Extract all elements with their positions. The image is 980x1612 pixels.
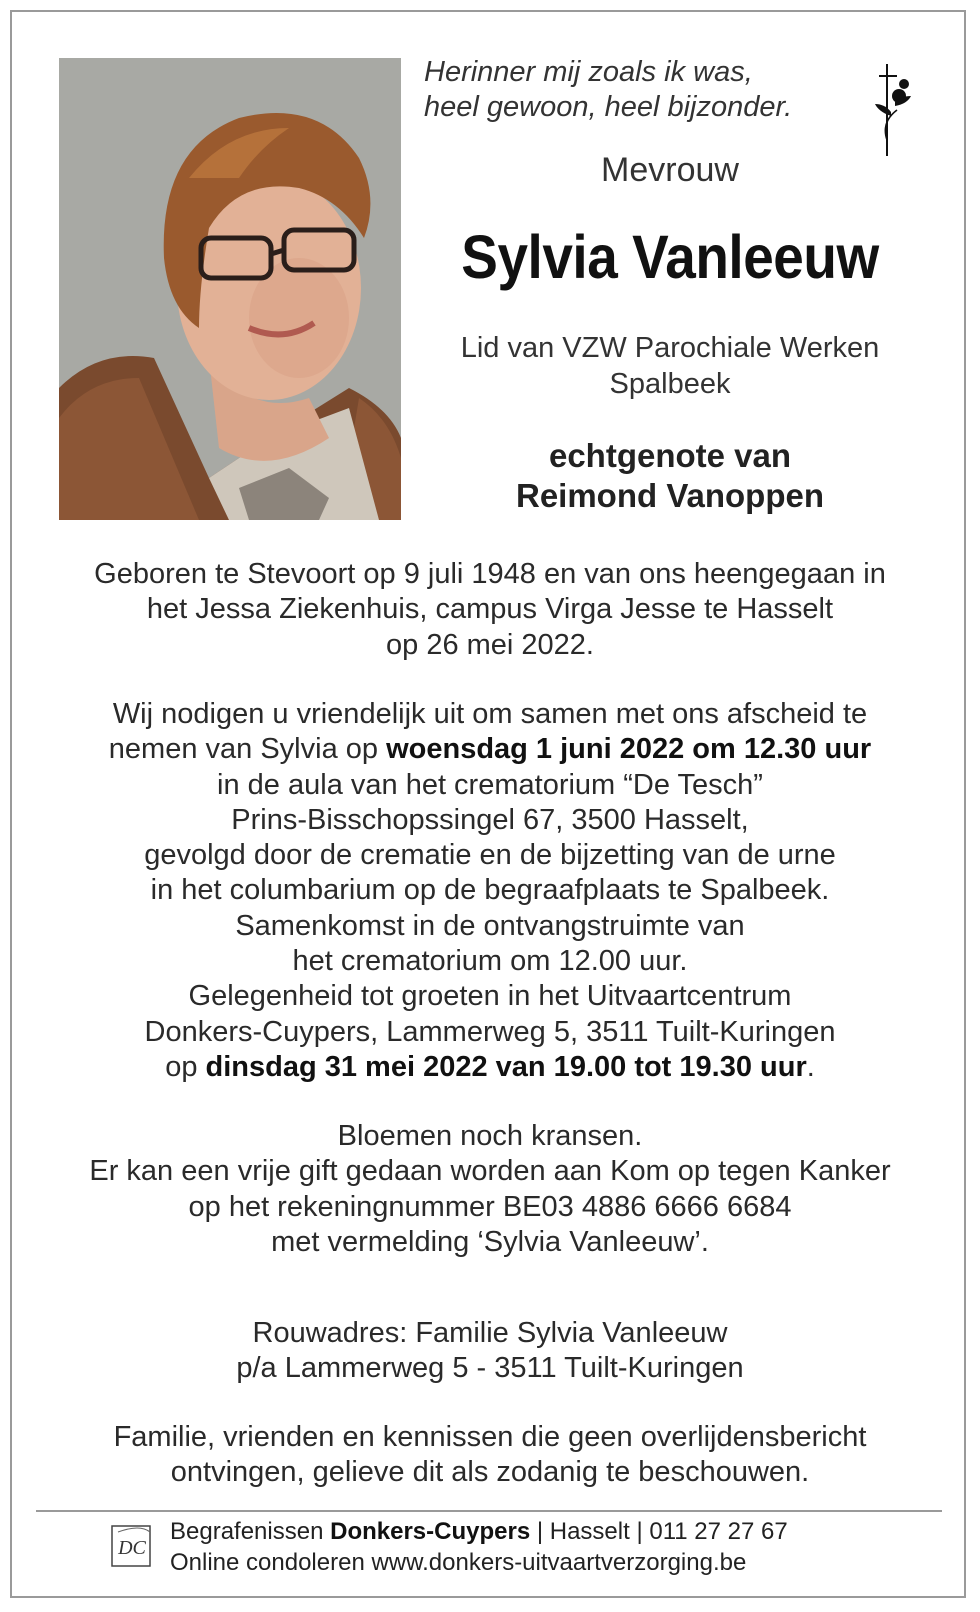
- ceremony-text: .: [806, 1050, 815, 1083]
- footer-condolence[interactable]: Online condoleren www.donkers-uitvaartverzorging.be: [170, 1549, 747, 1576]
- memorial-quote: [424, 55, 864, 125]
- ceremony-line: Donkers-Cuypers, Lammerweg 5, 3511 Tuilt-Kuringen: [144, 1015, 836, 1048]
- footer-line: [170, 1516, 930, 1547]
- membership-line: Lid van VZW Parochiale Werken: [460, 332, 880, 364]
- cross-with-rose-icon: [871, 60, 921, 160]
- notice-line: ontvingen, gelieve dit als zodanig te beschouwen.: [170, 1456, 810, 1489]
- ceremony-line: [40, 1050, 940, 1085]
- footer-divider: [36, 1510, 942, 1512]
- svg-text:DC: DC: [118, 1537, 146, 1559]
- donkers-cuypers-logo: [110, 1522, 154, 1568]
- footer-info: [170, 1516, 930, 1578]
- ceremony-line: [40, 732, 940, 767]
- ceremony-line: in de aula van het crematorium “De Tesch”: [217, 768, 763, 801]
- birth-paragraph: [40, 557, 940, 663]
- flowers-line: met vermelding ‘Sylvia Vanleeuw’.: [271, 1225, 709, 1258]
- visitation-datetime: dinsdag 31 mei 2022 van 19.00 tot 19.30 uur: [205, 1050, 807, 1083]
- footer-text: Begrafenissen: [170, 1518, 331, 1545]
- portrait-photo: [59, 58, 401, 520]
- company-city: Hasselt: [549, 1518, 630, 1545]
- deceased-name: Sylvia Vanleeuw: [461, 223, 879, 291]
- flowers-line: op het rekeningnummer BE03 4886 6666 6684: [188, 1190, 792, 1223]
- birth-line: Geboren te Stevoort op 9 juli 1948 en van ons heengegaan in: [94, 558, 886, 590]
- birth-line: het Jessa Ziekenhuis, campus Virga Jesse te Hasselt: [146, 593, 834, 626]
- separator: |: [530, 1518, 550, 1545]
- membership: [430, 330, 910, 402]
- address-line: p/a Lammerweg 5 - 3511 Tuilt-Kuringen: [236, 1352, 744, 1385]
- ceremony-text: op: [165, 1050, 206, 1083]
- spouse-line: echtgenote van: [548, 437, 792, 474]
- notice-paragraph: [40, 1420, 940, 1491]
- quote-line: heel gewoon, heel bijzonder.: [424, 91, 793, 123]
- company-phone: 011 27 27 67: [649, 1518, 788, 1545]
- ceremony-text: nemen van Sylvia op: [108, 733, 387, 766]
- ceremony-line: in het columbarium op de begraafplaats te Spalbeek.: [150, 874, 830, 907]
- quote-line: Herinner mij zoals ik was,: [424, 56, 753, 88]
- flowers-line: Er kan een vrije gift gedaan worden aan Kom op tegen Kanker: [89, 1155, 891, 1188]
- address-line: Rouwadres: Familie Sylvia Vanleeuw: [252, 1317, 728, 1349]
- ceremony-datetime: woensdag 1 juni 2022 om 12.30 uur: [386, 733, 872, 766]
- flowers-paragraph: [40, 1119, 940, 1260]
- company-name: Donkers-Cuypers: [330, 1518, 531, 1545]
- separator: |: [629, 1518, 650, 1545]
- ceremony-line: Prins-Bisschopssingel 67, 3500 Hasselt,: [231, 803, 749, 836]
- spouse-line: Reimond Vanoppen: [515, 477, 825, 514]
- mourning-address: [40, 1316, 940, 1387]
- ceremony-line: gevolgd door de crematie en de bijzetting van de urne: [144, 839, 836, 872]
- honorific-title: Mevrouw: [601, 151, 739, 189]
- membership-line: Spalbeek: [609, 368, 731, 400]
- ceremony-line: Samenkomst in de ontvangstruimte van: [235, 909, 745, 942]
- ceremony-paragraph: [40, 697, 940, 1085]
- ceremony-line: het crematorium om 12.00 uur.: [292, 945, 688, 978]
- flowers-line: Bloemen noch kransen.: [337, 1120, 643, 1152]
- birth-line: op 26 mei 2022.: [386, 628, 594, 661]
- ceremony-line: Gelegenheid tot groeten in het Uitvaartcentrum: [188, 980, 792, 1013]
- notice-line: Familie, vrienden en kennissen die geen overlijdensbericht: [113, 1421, 867, 1453]
- ceremony-line: Wij nodigen u vriendelijk uit om samen met ons afscheid te: [112, 698, 868, 730]
- spouse: [430, 436, 910, 516]
